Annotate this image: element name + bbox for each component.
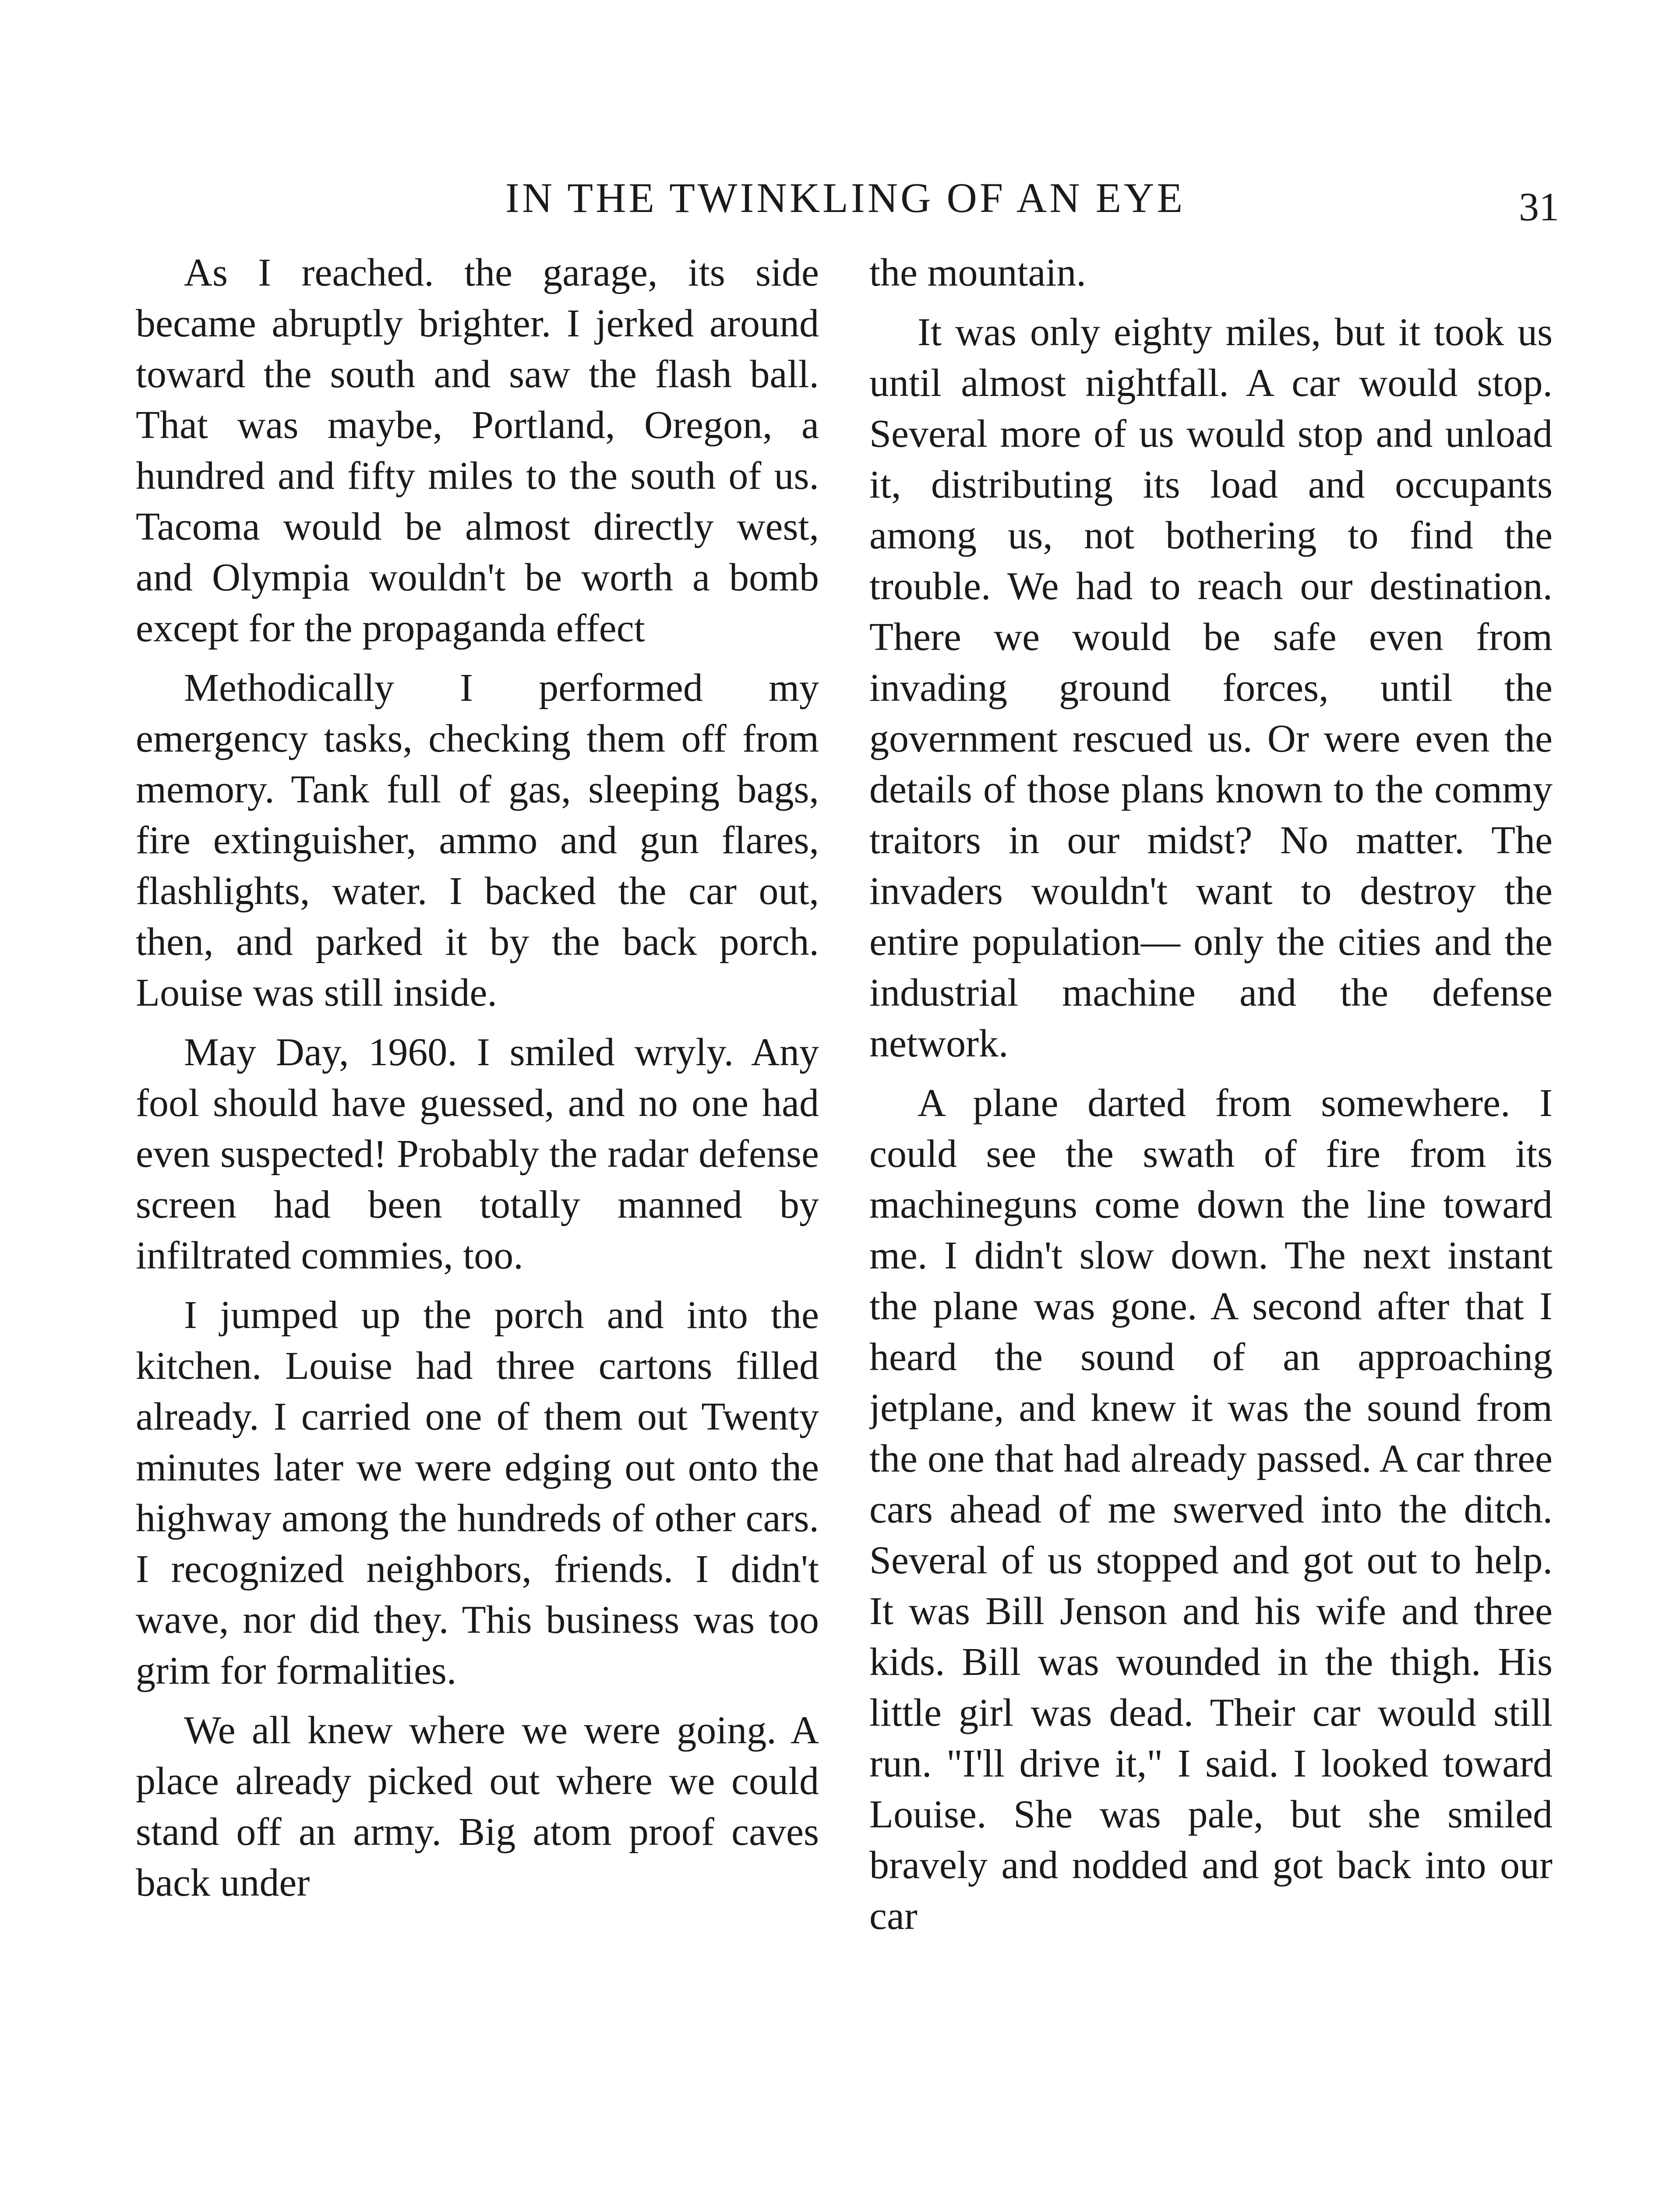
paragraph-continued: the mountain. [869,251,1086,294]
page-number: 31 [1519,184,1559,229]
running-head: IN THE TWINKLING OF AN EYE [505,174,1186,221]
paragraph: As I reached. the garage, its side became abruptly brighter. I jerked around toward the south and saw the flash ball. That was maybe, Portland, Oregon, a hundred and fifty miles to the south of us. Tacoma would be almost directly west, and Olympia wouldn't be worth a bomb except for the propaganda effect [136,251,819,650]
paragraph: I jumped up the porch and into the kitchen. Louise had three cartons filled already. I carried one of them out Twenty minutes later we were edging out onto the highway among the hundreds of other cars. I recognized neighbors, friends. I didn't wave, nor did they. This business was too grim for formalities. [136,1293,819,1692]
paragraph: A plane darted from somewhere. I could see the swath of fire from its machineguns come down the line toward me. I didn't slow down. The next instant the plane was gone. A second after that I heard the sound of an approaching jetplane, and knew it was the sound from the one that had already passed. A car three cars ahead of me swerved into the ditch. Several of us stopped and got out to help. It was Bill Jenson and his wife and three kids. Bill was wounded in the thigh. His little girl was dead. Their car would still run. "I'll drive it," I said. I looked toward Louise. She was pale, but she smiled bravely and nodded and got back into our car [869,1081,1553,1938]
paragraph: Methodically I performed my emergency tasks, checking them off from memory. Tank full of gas, sleeping bags, fire extinguisher, ammo and gun flares, flashlights, water. I backed the car out, then, and parked it by the back porch. Louise was still inside. [136,666,819,1014]
paragraph: It was only eighty miles, but it took us until almost nightfall. A car would stop. Several more of us would stop and unload it, distributing its load and occupants among us, not bothering to find the trouble. We had to reach our destination. There we would be safe even from invading ground forces, until the government rescued us. Or were even the details of those plans known to the commy traitors in our midst? No matter. The invaders wouldn't want to destroy the entire population— only the cities and the industrial machine and the defense network. [869,311,1553,1065]
left-column [136,247,819,2190]
right-column [869,247,1553,2190]
paragraph: May Day, 1960. I smiled wryly. Any fool should have guessed, and no one had even suspected! Probably the radar defense screen had been totally manned by infiltrated commies, too. [136,1031,819,1277]
paragraph: We all knew where we were going. A place already picked out where we could stand off an army. Big atom proof caves back under [136,1709,819,1904]
